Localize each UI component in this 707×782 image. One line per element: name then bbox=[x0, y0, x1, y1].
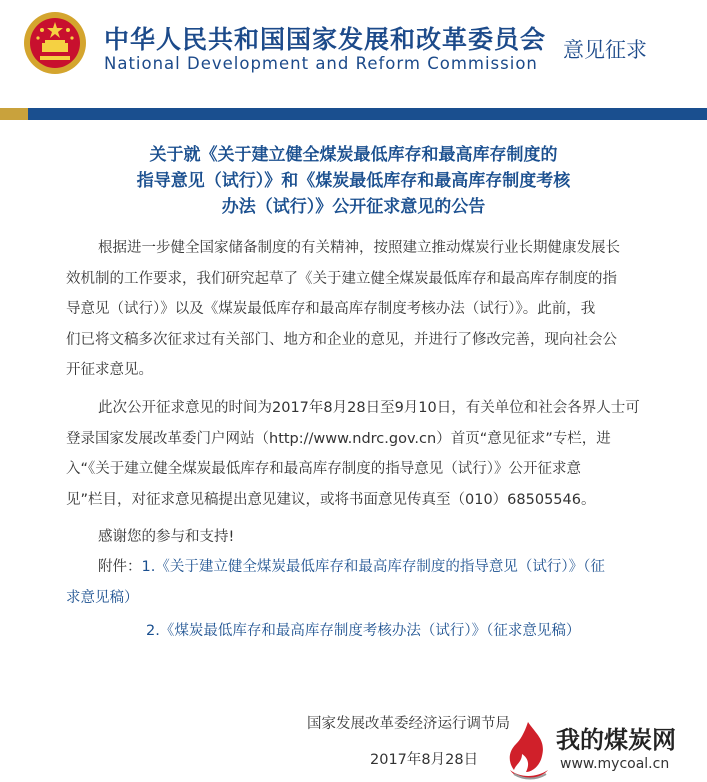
thanks-line bbox=[66, 522, 678, 553]
watermark-url: www.mycoal.cn bbox=[560, 756, 670, 772]
site-watermark bbox=[500, 718, 707, 782]
article-title-line: 关于就《关于建立健全煤炭最低库存和最高库存制度的 bbox=[149, 145, 558, 165]
paragraph-line: 效机制的工作要求，我们研究起草了《关于建立健全煤炭最低库存和最高库存制度的指 bbox=[66, 270, 617, 287]
attachment-item-2 bbox=[66, 616, 678, 647]
attachment-item-1 bbox=[66, 552, 678, 583]
paragraph-line: 入“《关于建立健全煤炭最低库存和最高库存制度的指导意见（试行）》公开征求意 bbox=[66, 461, 582, 477]
paragraph-line: 根据进一步健全国家储备制度的有关精神，按照建立推动煤炭行业长期健康发展长 bbox=[98, 240, 620, 256]
signature-organization: 国家发展改革委经济运行调节局 bbox=[307, 716, 510, 732]
paragraph-background bbox=[66, 233, 678, 386]
attachment-link-1-cont[interactable]: 求意见稿） bbox=[66, 589, 139, 606]
signature-date: 2017年8月28日 bbox=[370, 752, 479, 768]
org-name-chinese: 中华人民共和国国家发展和改革委员会 bbox=[104, 25, 547, 54]
watermark-name: 我的煤炭网 bbox=[556, 726, 676, 754]
paragraph-line: 开征求意见。 bbox=[66, 362, 153, 378]
paragraph-line: 见”栏目，对征求意见稿提出意见建议，或将书面意见传真至（010）68505546。 bbox=[66, 491, 596, 508]
article-title bbox=[40, 142, 667, 220]
site-header bbox=[0, 0, 707, 108]
attachment-prefix: 附件： bbox=[98, 559, 142, 575]
national-emblem-icon bbox=[22, 10, 88, 76]
paragraph-line: 此次公开征求意见的时间为2017年8月28日至9月10日，有关单位和社会各界人士可 bbox=[98, 400, 640, 416]
paragraph-consultation-period bbox=[66, 393, 678, 515]
attachment-link-2[interactable]: 2.《煤炭最低库存和最高库存制度考核办法（试行）》（征求意见稿） bbox=[146, 623, 581, 639]
paragraph-line: 登录国家发展改革委门户网站（http://www.ndrc.gov.cn）首页“意见征求”专栏，进 bbox=[66, 430, 611, 447]
attachment-item-2-row bbox=[66, 616, 678, 647]
paragraph-line: 导意见（试行）》以及《煤炭最低库存和最高库存制度考核办法（试行）》。此前，我 bbox=[66, 301, 596, 317]
section-label[interactable]: 意见征求 bbox=[563, 38, 647, 62]
attachment-list bbox=[66, 552, 678, 613]
header-divider-bar bbox=[28, 108, 707, 120]
article-title-line: 办法（试行）》公开征求意见的公告 bbox=[221, 197, 486, 217]
attachment-link-1[interactable]: 1.《关于建立健全煤炭最低库存和最高库存制度的指导意见（试行）》（征 bbox=[141, 559, 605, 575]
header-divider-accent bbox=[0, 108, 28, 120]
paragraph-line: 们已将文稿多次征求过有关部门、地方和企业的意见，并进行了修改完善，现向社会公 bbox=[66, 331, 617, 348]
attachment-item-1-cont bbox=[66, 583, 678, 614]
org-name-english: National Development and Reform Commission bbox=[104, 54, 538, 73]
thanks-text: 感谢您的参与和支持! bbox=[98, 529, 235, 545]
flame-logo-icon bbox=[500, 718, 556, 782]
article-title-line: 指导意见（试行）》和《煤炭最低库存和最高库存制度考核 bbox=[136, 171, 571, 191]
